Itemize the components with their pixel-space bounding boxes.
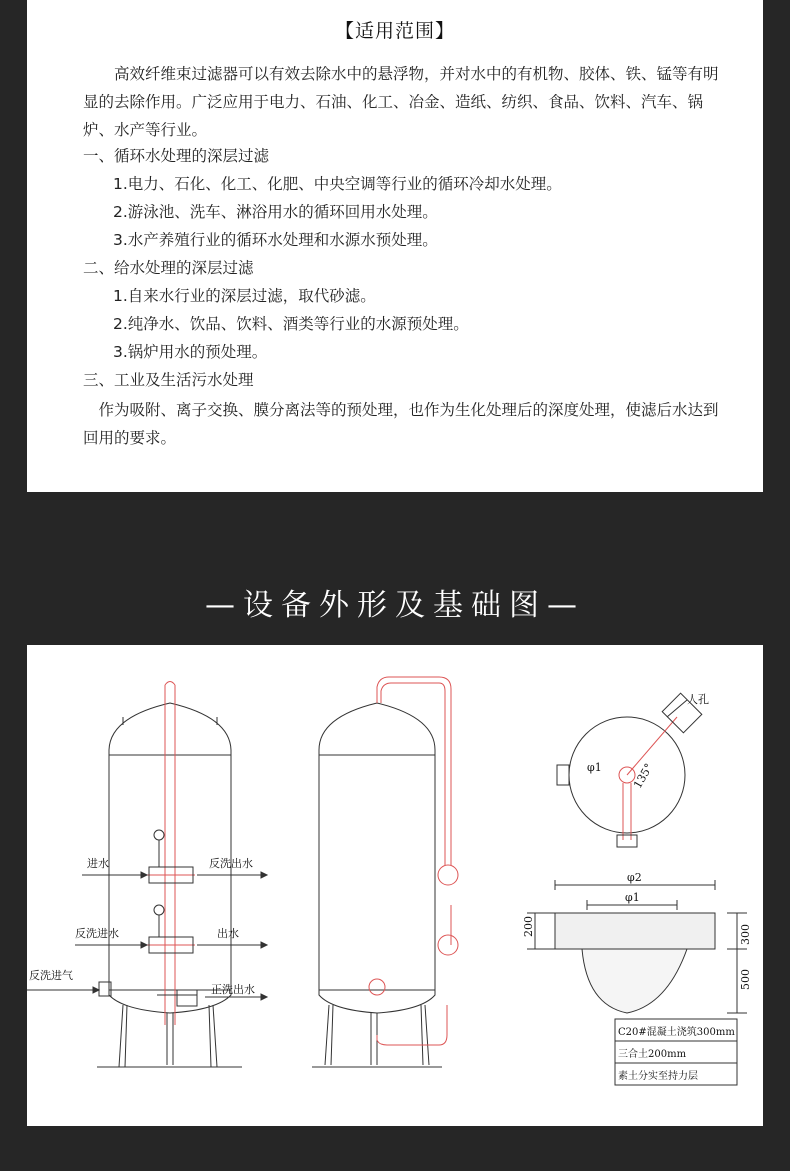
label-manhole: 人孔 xyxy=(687,693,709,706)
tank-2 xyxy=(312,703,442,1067)
label-dim200: 200 xyxy=(522,916,535,937)
label-outlet: 出水 xyxy=(217,927,239,940)
scope-intro: 高效纤维束过滤器可以有效去除水中的悬浮物，并对水中的有机物、胶体、铁、锰等有明显的去除作用。广泛应用于电力、石油、化工、冶金、造纸、纺织、食品、饮料、汽车、锅炉、水产等行业。 xyxy=(83,65,719,139)
label-backwash-in: 反洗进水 xyxy=(75,927,119,940)
label-dim300: 300 xyxy=(739,924,752,945)
scope-item: 3.水产养殖行业的循环水处理和水源水预处理。 xyxy=(113,231,438,249)
label-dim500: 500 xyxy=(739,969,752,990)
scope-title: 【适用范围】 xyxy=(334,20,455,42)
label-phi1: φ1 xyxy=(625,891,640,904)
label-layer-2: 三合土200mm xyxy=(618,1049,687,1060)
label-backwash-out: 反洗出水 xyxy=(209,857,253,870)
tank-1-fittings xyxy=(99,830,197,1006)
drawing-panel xyxy=(27,645,763,1126)
equipment-drawing xyxy=(27,645,763,1126)
top-view xyxy=(557,693,702,847)
scope-item: 1.电力、石化、化工、化肥、中央空调等行业的循环冷却水处理。 xyxy=(113,175,562,193)
scope-closing: 作为吸附、离子交换、膜分离法等的预处理，也作为生化处理后的深度处理，使滤后水达到回用的要求。 xyxy=(83,401,719,447)
label-inlet: 进水 xyxy=(87,857,109,870)
tank-1 xyxy=(97,703,242,1067)
tank-1-pipes xyxy=(145,682,195,1026)
scope-item: 3.锅炉用水的预处理。 xyxy=(113,343,268,361)
scope-item: 2.纯净水、饮品、饮料、酒类等行业的水源预处理。 xyxy=(113,315,469,333)
scope-heading-2: 二、给水处理的深层过滤 xyxy=(83,259,254,277)
scope-heading-3: 三、工业及生活污水处理 xyxy=(83,371,254,389)
label-layer-1: C20#混凝土浇筑300mm xyxy=(618,1027,735,1038)
label-forward-out: 正洗出水 xyxy=(211,983,255,996)
label-layer-3: 素土分实至持力层 xyxy=(618,1071,698,1082)
drawing-section-title: —设备外形及基础图— xyxy=(205,588,585,623)
scope-panel xyxy=(27,0,763,492)
label-phi2: φ2 xyxy=(627,871,642,884)
label-angle: 135° xyxy=(631,761,656,791)
scope-heading-1: 一、循环水处理的深层过滤 xyxy=(83,147,270,165)
label-top-phi1: φ1 xyxy=(587,761,602,774)
scope-item: 1.自来水行业的深层过滤，取代砂滤。 xyxy=(113,287,376,305)
label-backwash-air: 反洗进气 xyxy=(29,969,73,982)
scope-item: 2.游泳池、洗车、淋浴用水的循环回用水处理。 xyxy=(113,203,438,221)
